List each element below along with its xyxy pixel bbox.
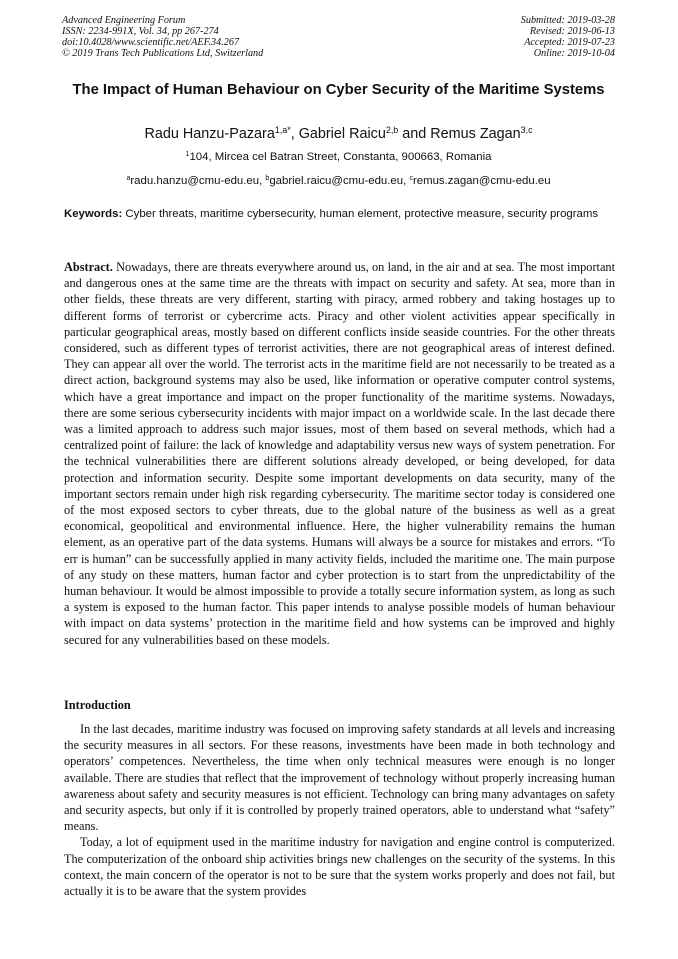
email-separator: , <box>259 175 266 187</box>
affiliation <box>62 150 615 164</box>
abstract-label: Abstract. <box>64 260 113 274</box>
author-affiliation-mark: 1,a* <box>274 125 291 136</box>
author-name: Radu Hanzu-Pazara <box>144 126 275 142</box>
date-online: Online: 2019-10-04 <box>533 48 615 59</box>
introduction-heading: Introduction <box>64 698 131 712</box>
email-mark: c <box>409 175 413 183</box>
email-separator: , <box>403 175 410 187</box>
keywords-section <box>64 207 615 222</box>
journal-info <box>62 15 263 59</box>
date-submitted: Submitted: 2019-03-28 <box>520 15 615 26</box>
abstract-section <box>64 259 615 648</box>
journal-doi: doi:10.4028/www.scientific.net/AEF.34.267 <box>62 37 240 48</box>
introduction-body <box>64 721 615 899</box>
author-name: Gabriel Raicu <box>298 126 386 142</box>
date-revised: Revised: 2019-06-13 <box>529 26 615 37</box>
abstract-text: Nowadays, there are threats everywhere around us, on land, in the air and at sea. The most important and dangerous ones at the same time are the threats with impact on security and safety. At sea, more than in other fields, these threats are very different, starting with piracy, armed robbery and taking hostages up to different forms of terrorist or cybercrime acts. Piracy and other violent activities appear specifically in particular geographical areas, mostly based on different conflicts inside seaside countries. For the other threats considered, such as different types of terrorist activities, there are not geographical areas of interest defined. They can appear all over the world. The terrorist acts in the maritime field are not necessarily to be treated as a direct action, background systems may also be used, like information or operative computer control systems, which have a great importance and impact on the proper functionality of the maritime systems. Nowadays, there are some serious cybersecurity incidents with major impact on a worldwide scale. In the last decade there was a limited approach to address such major issues, most of them based on several methods, which had a centralized point of failure: the lack of knowledge and adaptability versus new ways of system penetration. For the technical vulnerabilities there are different solutions already developed, or being developed, for data protection and information security. Despite some important developments on data security, many of the important sectors remain under high risk regarding cybersecurity. The maritime sector today is considered one of the most exposed sectors to cyber threats, due to the global nature of the business as well as a great economical, geopolitical and environmental influence. Here, the higher vulnerability remains the human element, as an operative part of the data systems. Humans will always be a source for mistakes and errors. “To err is human” can be successfully applied in many activity fields, included the maritime one. The main purpose of any study on these matters, human factor and cyber protection is to start from the unpredictability of the human behaviour. It would be almost impossible to provide a totally secure information system, as long as such a system is exposed to the human factor. This paper intends to analyse possible models of human behaviour with impact on data systems’ protection in the maritime field and how systems can be improved and highly secured for any vulnerabilities based on these models. <box>64 260 615 647</box>
email-address: gabriel.raicu@cmu-edu.eu <box>269 175 404 187</box>
author-name: Remus Zagan <box>430 126 521 142</box>
author-emails <box>62 174 615 188</box>
email-address: remus.zagan@cmu-edu.eu <box>412 175 551 187</box>
email-mark: a <box>126 175 131 183</box>
email-address: radu.hanzu@cmu-edu.eu <box>130 175 260 187</box>
affiliation-address: 104, Mircea cel Batran Street, Constanta, 900663, Romania <box>189 151 492 163</box>
keywords-text: Cyber threats, maritime cybersecurity, human element, protective measure, security programs <box>125 208 599 220</box>
author-affiliation-mark: 3,c <box>520 125 533 136</box>
date-accepted: Accepted: 2019-07-23 <box>524 37 615 48</box>
paper-title: The Impact of Human Behaviour on Cyber Security of the Maritime Systems <box>72 82 605 98</box>
keywords-label: Keywords: <box>64 208 123 220</box>
journal-copyright: © 2019 Trans Tech Publications Ltd, Switzerland <box>62 48 264 59</box>
introduction-paragraph: Today, a lot of equipment used in the maritime industry for navigation and engine control is computerized. The computerization of the onboard ship activities brings new challenges on the security of the systems. In this context, the main concern of the operator is not to be sure that the system works properly and does not fail, but actually it is to be aware that the system provides <box>64 835 615 899</box>
journal-issn: ISSN: 2234-991X, Vol. 34, pp 267-274 <box>62 26 219 37</box>
introduction-paragraph: In the last decades, maritime industry was focused on improving safety standards at all levels and increasing the security measures in all sectors. For these reasons, investments have been made in both technology and operators’ competences. Nevertheless, the time when only technical measures were enough is no longer available. There are studies that reflect that the improvement of technology without properly increasing human awareness about safety and security measures is not efficient. Technology can bring many advantages on safety and security aspects, but only if it is controlled by properly trained operators, able to understand what “safety” means. <box>64 722 615 834</box>
author-separator: and <box>398 126 431 142</box>
email-mark: b <box>265 175 270 183</box>
author-separator: , <box>290 126 299 142</box>
author-list <box>62 125 615 143</box>
journal-name: Advanced Engineering Forum <box>62 15 186 26</box>
submission-dates <box>521 15 615 59</box>
affiliation-mark: 1 <box>185 151 190 159</box>
author-affiliation-mark: 2,b <box>385 125 399 136</box>
